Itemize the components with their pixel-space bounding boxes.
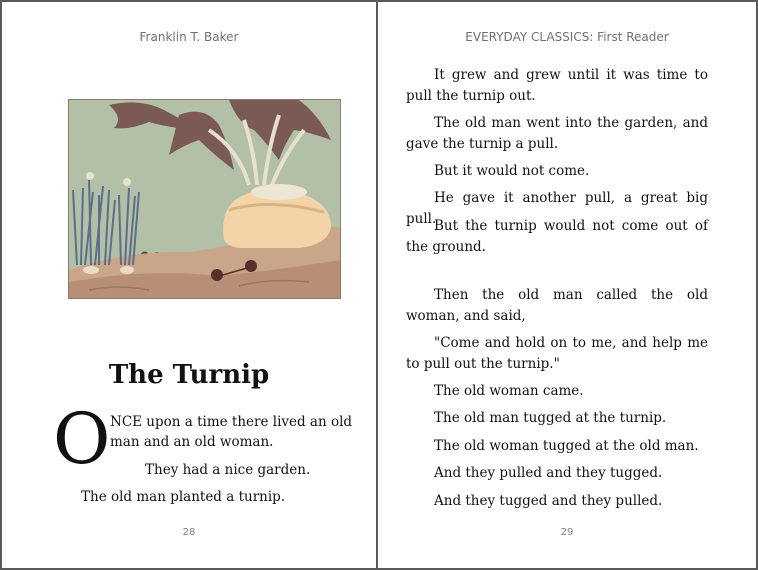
right-paragraph: The old woman tugged at the old man. [434, 438, 699, 454]
right-paragraph: The old woman came. [434, 383, 584, 399]
right-paragraph: But the turnip would not come out of the ground. [406, 218, 708, 255]
running-head-title: EVERYDAY CLASSICS: First Reader [465, 30, 669, 44]
right-paragraph: Then the old man called the old woman, and said, [406, 287, 708, 324]
right-paragraph: And they pulled and they tugged. [434, 465, 663, 481]
first-line: NCE upon a time there lived an old [110, 414, 353, 430]
right-paragraph: The old man went into the garden, and gave the turnip a pull. [406, 115, 708, 152]
right-paragraph: The old man tugged at the turnip. [434, 410, 667, 426]
right-paragraph: It grew and grew until it was time to pull the turnip out. [406, 67, 708, 104]
chapter-title: The Turnip [108, 360, 270, 390]
right-paragraph: But it would not come. [434, 163, 590, 179]
drop-cap: O [53, 398, 111, 480]
right-page[interactable] [378, 2, 756, 568]
left-page[interactable] [2, 2, 376, 568]
second-line: man and an old woman. [110, 434, 274, 450]
right-paragraph: He gave it another pull, a great big pull. [406, 190, 708, 227]
right-paragraph: And they tugged and they pulled. [434, 493, 663, 509]
left-paragraph: They had a nice garden. [145, 462, 311, 478]
running-head-author: Franklin T. Baker [139, 30, 239, 44]
page-number: 29 [560, 527, 574, 538]
turnip-illustration [68, 99, 341, 299]
right-paragraph: "Come and hold on to me, and help me to pull out the turnip." [406, 335, 708, 372]
left-paragraph: The old man planted a turnip. [81, 489, 286, 505]
page-number: 28 [182, 527, 196, 538]
